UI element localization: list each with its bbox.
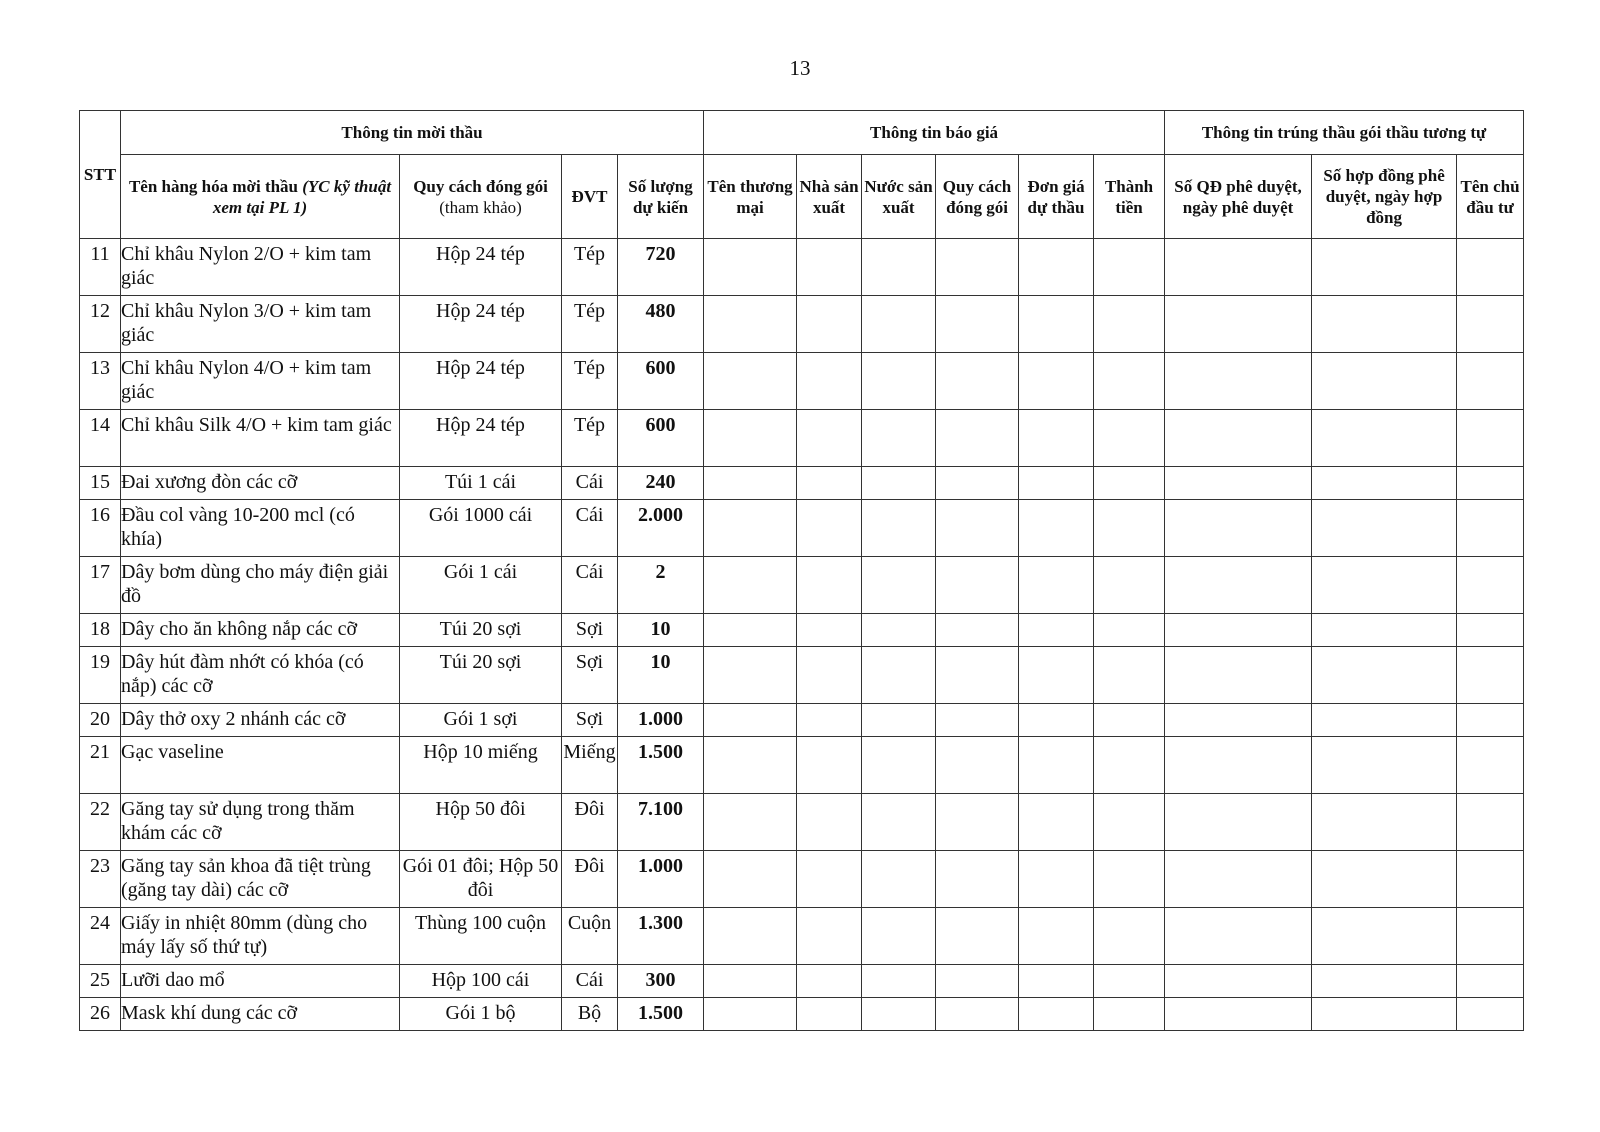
cell-decision (1165, 908, 1312, 965)
cell-item-name: Gạc vaseline (121, 737, 400, 794)
cell-investor (1457, 614, 1524, 647)
header-unit: ĐVT (562, 155, 618, 239)
cell-quote-packaging (936, 557, 1019, 614)
cell-quote-packaging (936, 500, 1019, 557)
cell-unit-price (1019, 353, 1094, 410)
cell-investor (1457, 353, 1524, 410)
table-row (80, 647, 1524, 704)
cell-quantity: 600 (618, 410, 704, 467)
cell-country (862, 410, 936, 467)
cell-country (862, 614, 936, 647)
table-row (80, 296, 1524, 353)
cell-quote-packaging (936, 467, 1019, 500)
cell-country (862, 908, 936, 965)
cell-stt: 18 (80, 614, 121, 647)
cell-unit-price (1019, 737, 1094, 794)
cell-unit: Cuộn (562, 908, 618, 965)
cell-manufacturer (797, 614, 862, 647)
cell-total (1094, 353, 1165, 410)
cell-unit-price (1019, 467, 1094, 500)
cell-country (862, 557, 936, 614)
cell-quote-packaging (936, 704, 1019, 737)
cell-investor (1457, 467, 1524, 500)
cell-decision (1165, 557, 1312, 614)
cell-investor (1457, 794, 1524, 851)
cell-investor (1457, 851, 1524, 908)
table-row (80, 239, 1524, 296)
cell-stt: 26 (80, 998, 121, 1031)
cell-decision (1165, 614, 1312, 647)
table-row (80, 908, 1524, 965)
cell-investor (1457, 557, 1524, 614)
cell-stt: 21 (80, 737, 121, 794)
cell-total (1094, 467, 1165, 500)
cell-country (862, 500, 936, 557)
cell-packaging: Gói 1 cái (400, 557, 562, 614)
header-stt: STT (80, 111, 121, 239)
cell-quote-packaging (936, 851, 1019, 908)
cell-quote-packaging (936, 737, 1019, 794)
bid-table (79, 110, 1524, 1031)
table-row (80, 998, 1524, 1031)
cell-packaging: Hộp 24 tép (400, 296, 562, 353)
cell-unit: Tép (562, 239, 618, 296)
cell-investor (1457, 296, 1524, 353)
cell-manufacturer (797, 647, 862, 704)
cell-decision (1165, 410, 1312, 467)
cell-trade-name (704, 500, 797, 557)
cell-contract (1312, 998, 1457, 1031)
cell-contract (1312, 500, 1457, 557)
cell-investor (1457, 908, 1524, 965)
cell-manufacturer (797, 737, 862, 794)
cell-total (1094, 998, 1165, 1031)
cell-decision (1165, 467, 1312, 500)
header-packaging-note: (tham khảo) (439, 197, 522, 217)
cell-contract (1312, 908, 1457, 965)
cell-unit-price (1019, 794, 1094, 851)
cell-quantity: 480 (618, 296, 704, 353)
header-packaging-main: Quy cách đóng gói (413, 176, 548, 196)
cell-manufacturer (797, 794, 862, 851)
cell-contract (1312, 353, 1457, 410)
cell-quote-packaging (936, 410, 1019, 467)
header-item-name (121, 155, 400, 239)
cell-stt: 17 (80, 557, 121, 614)
cell-unit-price (1019, 965, 1094, 998)
cell-quantity: 7.100 (618, 794, 704, 851)
table-row (80, 467, 1524, 500)
header-item-name-main: Tên hàng hóa mời thầu (128, 176, 299, 196)
cell-quantity: 1.000 (618, 704, 704, 737)
cell-trade-name (704, 908, 797, 965)
cell-packaging: Túi 20 sợi (400, 647, 562, 704)
cell-unit-price (1019, 614, 1094, 647)
cell-quantity: 2 (618, 557, 704, 614)
cell-stt: 24 (80, 908, 121, 965)
cell-quantity: 10 (618, 647, 704, 704)
header-group-bid-info: Thông tin mời thầu (121, 111, 704, 155)
cell-manufacturer (797, 353, 862, 410)
cell-item-name: Găng tay sản khoa đã tiệt trùng (găng tay dài) các cỡ (121, 851, 400, 908)
cell-total (1094, 851, 1165, 908)
cell-unit-price (1019, 704, 1094, 737)
header-trade-name: Tên thương mại (704, 155, 797, 239)
cell-total (1094, 908, 1165, 965)
cell-trade-name (704, 794, 797, 851)
cell-country (862, 704, 936, 737)
cell-unit: Cái (562, 467, 618, 500)
header-quantity: Số lượng dự kiến (618, 155, 704, 239)
cell-packaging: Hộp 24 tép (400, 353, 562, 410)
cell-total (1094, 647, 1165, 704)
cell-unit-price (1019, 998, 1094, 1031)
cell-contract (1312, 614, 1457, 647)
cell-stt: 22 (80, 794, 121, 851)
cell-packaging: Gói 1000 cái (400, 500, 562, 557)
cell-total (1094, 737, 1165, 794)
cell-total (1094, 500, 1165, 557)
cell-contract (1312, 296, 1457, 353)
header-investor: Tên chủ đầu tư (1457, 155, 1524, 239)
cell-quote-packaging (936, 296, 1019, 353)
cell-decision (1165, 647, 1312, 704)
cell-item-name: Dây hút đàm nhớt có khóa (có nắp) các cỡ (121, 647, 400, 704)
cell-packaging: Hộp 100 cái (400, 965, 562, 998)
cell-quantity: 1.300 (618, 908, 704, 965)
cell-quantity: 1.000 (618, 851, 704, 908)
cell-investor (1457, 500, 1524, 557)
cell-manufacturer (797, 296, 862, 353)
header-country: Nước sản xuất (862, 155, 936, 239)
cell-quote-packaging (936, 614, 1019, 647)
cell-trade-name (704, 851, 797, 908)
cell-unit: Cái (562, 557, 618, 614)
table-row (80, 353, 1524, 410)
cell-decision (1165, 500, 1312, 557)
cell-country (862, 998, 936, 1031)
cell-packaging: Thùng 100 cuộn (400, 908, 562, 965)
page-number: 13 (789, 56, 811, 80)
cell-investor (1457, 647, 1524, 704)
cell-item-name: Chỉ khâu Nylon 3/O + kim tam giác (121, 296, 400, 353)
cell-unit: Tép (562, 353, 618, 410)
header-packaging (400, 155, 562, 239)
header-item-name-note: (YC kỹ thuật xem tại PL 1) (212, 176, 392, 217)
cell-trade-name (704, 704, 797, 737)
cell-contract (1312, 704, 1457, 737)
cell-total (1094, 557, 1165, 614)
cell-item-name: Găng tay sử dụng trong thăm khám các cỡ (121, 794, 400, 851)
cell-unit: Sợi (562, 647, 618, 704)
cell-stt: 16 (80, 500, 121, 557)
cell-country (862, 467, 936, 500)
cell-trade-name (704, 965, 797, 998)
cell-quantity: 1.500 (618, 998, 704, 1031)
cell-decision (1165, 704, 1312, 737)
cell-contract (1312, 965, 1457, 998)
cell-stt: 23 (80, 851, 121, 908)
cell-packaging: Gói 1 sợi (400, 704, 562, 737)
header-group-award-info: Thông tin trúng thầu gói thầu tương tự (1165, 111, 1524, 155)
cell-total (1094, 239, 1165, 296)
cell-country (862, 353, 936, 410)
cell-investor (1457, 965, 1524, 998)
cell-country (862, 647, 936, 704)
header-quote-packaging: Quy cách đóng gói (936, 155, 1019, 239)
cell-unit-price (1019, 410, 1094, 467)
cell-packaging: Túi 1 cái (400, 467, 562, 500)
cell-item-name: Chỉ khâu Nylon 4/O + kim tam giác (121, 353, 400, 410)
cell-trade-name (704, 239, 797, 296)
cell-investor (1457, 737, 1524, 794)
cell-manufacturer (797, 908, 862, 965)
cell-country (862, 851, 936, 908)
cell-contract (1312, 737, 1457, 794)
cell-packaging: Hộp 24 tép (400, 239, 562, 296)
cell-unit: Đôi (562, 851, 618, 908)
cell-quantity: 240 (618, 467, 704, 500)
cell-packaging: Hộp 24 tép (400, 410, 562, 467)
cell-unit-price (1019, 296, 1094, 353)
cell-country (862, 239, 936, 296)
cell-country (862, 965, 936, 998)
cell-country (862, 737, 936, 794)
cell-contract (1312, 647, 1457, 704)
cell-stt: 19 (80, 647, 121, 704)
cell-total (1094, 965, 1165, 998)
cell-investor (1457, 704, 1524, 737)
cell-item-name: Dây thở oxy 2 nhánh các cỡ (121, 704, 400, 737)
cell-quote-packaging (936, 965, 1019, 998)
table-row (80, 965, 1524, 998)
table-row (80, 794, 1524, 851)
cell-investor (1457, 410, 1524, 467)
cell-quantity: 2.000 (618, 500, 704, 557)
cell-quote-packaging (936, 353, 1019, 410)
cell-unit: Tép (562, 296, 618, 353)
cell-unit-price (1019, 851, 1094, 908)
cell-contract (1312, 410, 1457, 467)
cell-unit: Sợi (562, 614, 618, 647)
cell-total (1094, 704, 1165, 737)
cell-total (1094, 296, 1165, 353)
cell-decision (1165, 998, 1312, 1031)
table-row (80, 500, 1524, 557)
table-row (80, 410, 1524, 467)
table-row (80, 737, 1524, 794)
cell-investor (1457, 239, 1524, 296)
cell-unit: Cái (562, 965, 618, 998)
cell-manufacturer (797, 851, 862, 908)
table-row (80, 557, 1524, 614)
cell-manufacturer (797, 998, 862, 1031)
cell-unit-price (1019, 239, 1094, 296)
header-manufacturer: Nhà sản xuất (797, 155, 862, 239)
cell-stt: 25 (80, 965, 121, 998)
cell-stt: 14 (80, 410, 121, 467)
cell-unit-price (1019, 500, 1094, 557)
table-row (80, 704, 1524, 737)
cell-trade-name (704, 467, 797, 500)
cell-manufacturer (797, 704, 862, 737)
table-row (80, 614, 1524, 647)
cell-manufacturer (797, 239, 862, 296)
cell-trade-name (704, 296, 797, 353)
cell-packaging: Gói 1 bộ (400, 998, 562, 1031)
cell-manufacturer (797, 410, 862, 467)
cell-manufacturer (797, 965, 862, 998)
cell-trade-name (704, 557, 797, 614)
cell-contract (1312, 239, 1457, 296)
cell-decision (1165, 296, 1312, 353)
cell-quote-packaging (936, 908, 1019, 965)
cell-contract (1312, 467, 1457, 500)
cell-contract (1312, 794, 1457, 851)
cell-item-name: Đầu col vàng 10-200 mcl (có khía) (121, 500, 400, 557)
cell-item-name: Dây cho ăn không nắp các cỡ (121, 614, 400, 647)
cell-total (1094, 614, 1165, 647)
cell-quantity: 600 (618, 353, 704, 410)
cell-quote-packaging (936, 794, 1019, 851)
cell-unit-price (1019, 557, 1094, 614)
cell-country (862, 296, 936, 353)
cell-country (862, 794, 936, 851)
header-total: Thành tiền (1094, 155, 1165, 239)
cell-quantity: 1.500 (618, 737, 704, 794)
cell-item-name: Giấy in nhiệt 80mm (dùng cho máy lấy số thứ tự) (121, 908, 400, 965)
cell-item-name: Chỉ khâu Nylon 2/O + kim tam giác (121, 239, 400, 296)
cell-unit-price (1019, 908, 1094, 965)
cell-stt: 11 (80, 239, 121, 296)
cell-item-name: Dây bơm dùng cho máy điện giải đồ (121, 557, 400, 614)
cell-total (1094, 794, 1165, 851)
cell-quantity: 720 (618, 239, 704, 296)
cell-stt: 20 (80, 704, 121, 737)
cell-trade-name (704, 647, 797, 704)
cell-packaging: Gói 01 đôi; Hộp 50 đôi (400, 851, 562, 908)
header-group-quote-info: Thông tin báo giá (704, 111, 1165, 155)
cell-decision (1165, 737, 1312, 794)
header-column-row (80, 155, 1524, 239)
cell-unit: Bộ (562, 998, 618, 1031)
cell-packaging: Hộp 10 miếng (400, 737, 562, 794)
header-decision: Số QĐ phê duyệt, ngày phê duyệt (1165, 155, 1312, 239)
cell-quote-packaging (936, 647, 1019, 704)
cell-trade-name (704, 614, 797, 647)
cell-decision (1165, 965, 1312, 998)
cell-stt: 15 (80, 467, 121, 500)
cell-trade-name (704, 998, 797, 1031)
cell-decision (1165, 353, 1312, 410)
header-contract: Số hợp đồng phê duyệt, ngày hợp đồng (1312, 155, 1457, 239)
cell-item-name: Đai xương đòn các cỡ (121, 467, 400, 500)
cell-packaging: Hộp 50 đôi (400, 794, 562, 851)
cell-decision (1165, 239, 1312, 296)
cell-unit-price (1019, 647, 1094, 704)
cell-contract (1312, 557, 1457, 614)
cell-total (1094, 410, 1165, 467)
cell-manufacturer (797, 500, 862, 557)
cell-quantity: 10 (618, 614, 704, 647)
cell-unit: Tép (562, 410, 618, 467)
cell-unit: Cái (562, 500, 618, 557)
cell-item-name: Chỉ khâu Silk 4/O + kim tam giác (121, 410, 400, 467)
cell-unit: Miếng (562, 737, 618, 794)
cell-quote-packaging (936, 998, 1019, 1031)
cell-trade-name (704, 737, 797, 794)
cell-unit: Sợi (562, 704, 618, 737)
cell-item-name: Mask khí dung các cỡ (121, 998, 400, 1031)
cell-item-name: Lưỡi dao mổ (121, 965, 400, 998)
header-unit-price: Đơn giá dự thầu (1019, 155, 1094, 239)
cell-decision (1165, 851, 1312, 908)
cell-investor (1457, 998, 1524, 1031)
cell-quote-packaging (936, 239, 1019, 296)
cell-manufacturer (797, 467, 862, 500)
table-row (80, 851, 1524, 908)
cell-trade-name (704, 410, 797, 467)
cell-manufacturer (797, 557, 862, 614)
cell-contract (1312, 851, 1457, 908)
cell-quantity: 300 (618, 965, 704, 998)
cell-trade-name (704, 353, 797, 410)
cell-unit: Đôi (562, 794, 618, 851)
cell-stt: 12 (80, 296, 121, 353)
cell-stt: 13 (80, 353, 121, 410)
header-group-row (80, 111, 1524, 155)
cell-decision (1165, 794, 1312, 851)
cell-packaging: Túi 20 sợi (400, 614, 562, 647)
